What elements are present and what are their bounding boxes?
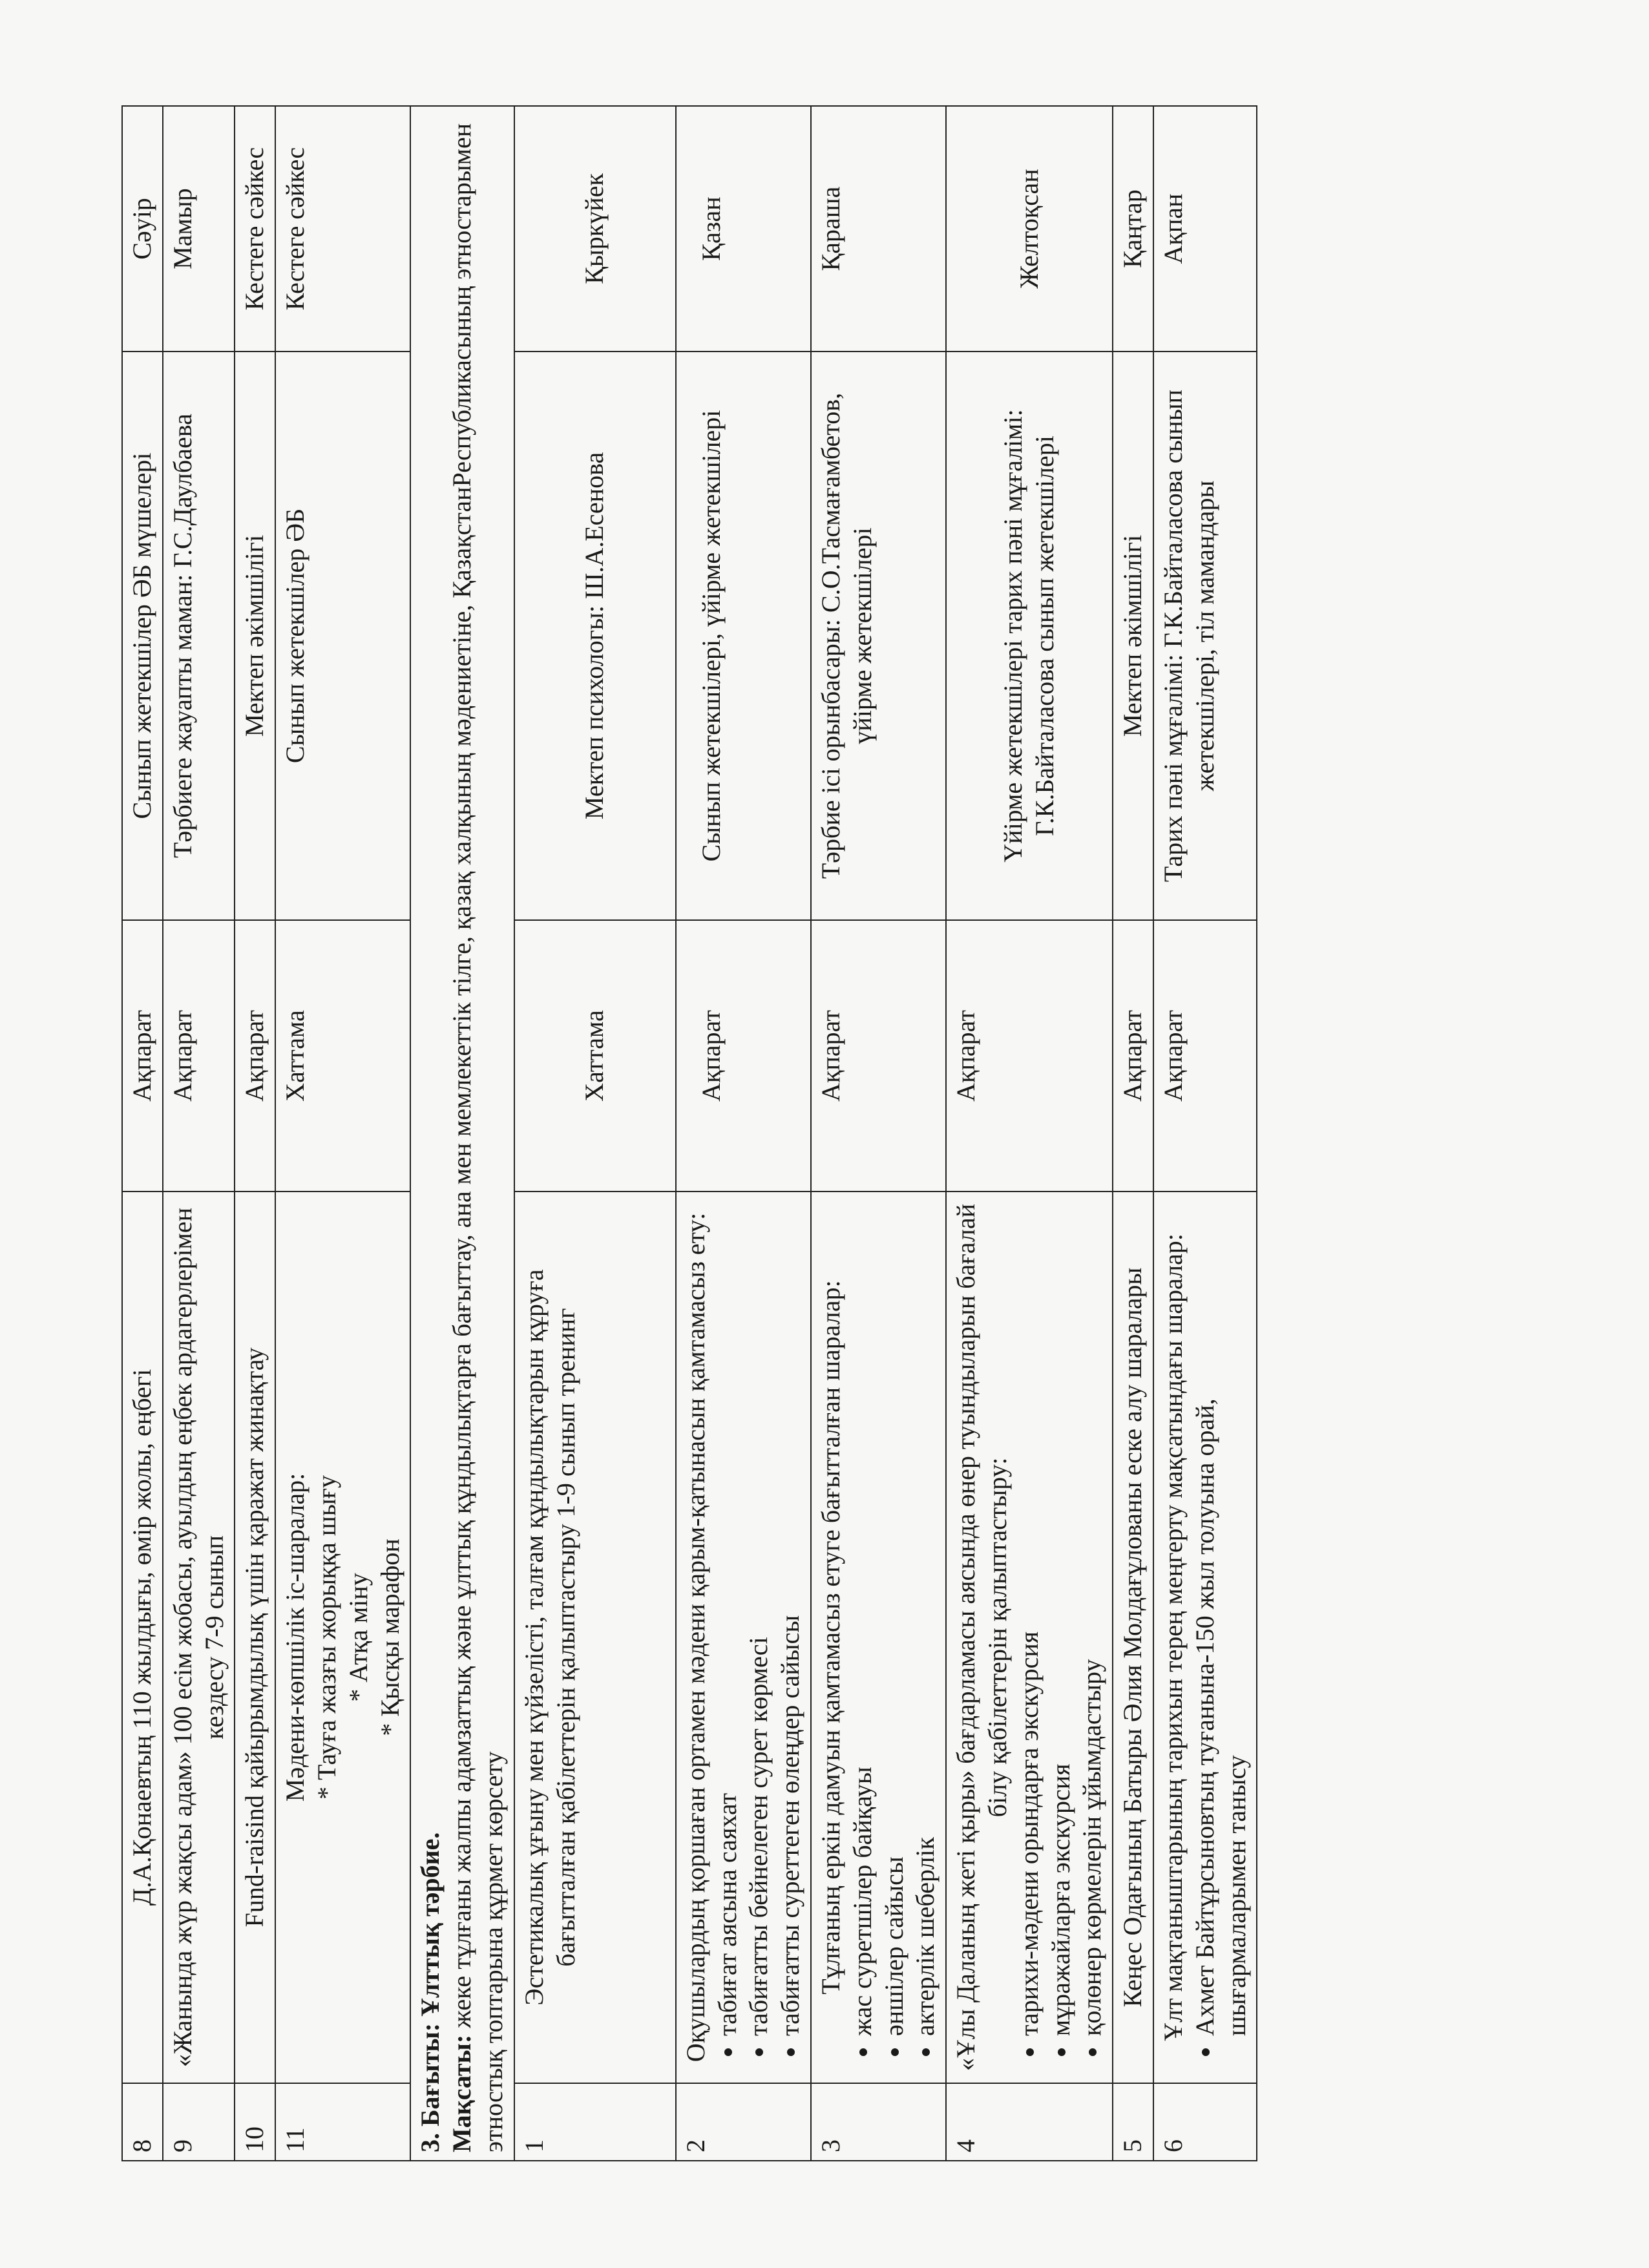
responsible-cell: Тарих пәні мұғалімі: Г.К.Байталасова сынып жетекшілері, тіл мамандары bbox=[1153, 352, 1257, 920]
event-title: Тұлғаның еркін дамуын қамтамасыз етуге бағытталған шаралар: bbox=[815, 1280, 845, 1995]
table-row bbox=[122, 106, 163, 2161]
list-item: • табиғатты бейнелеген сурет көрмесі bbox=[743, 1200, 775, 2036]
event-cell bbox=[946, 1192, 1113, 2083]
row-number: 6 bbox=[1153, 2083, 1257, 2161]
time-cell: Қараша bbox=[811, 106, 946, 352]
table-row bbox=[514, 106, 676, 2161]
event-cell: Эстетикалық ұғыну мен күйзелісті, талғам құндылықтарын құруға бағытталған қабілеттерін қалыптастыру 1-9 сынып тренинг bbox=[514, 1192, 676, 2083]
list-item: • мұражайларға экскурсия bbox=[1045, 1200, 1077, 2036]
row-number: 2 bbox=[676, 2083, 811, 2161]
form-cell: Ақпарат bbox=[235, 920, 275, 1192]
bullet-list bbox=[847, 1200, 941, 2075]
bullet-list bbox=[712, 1200, 806, 2075]
event-cell bbox=[275, 1192, 410, 2083]
table-row bbox=[235, 106, 275, 2161]
list-item: • қолөнер көрмелерін ұйымдастыру bbox=[1077, 1200, 1108, 2036]
row-number: 4 bbox=[946, 2083, 1113, 2161]
form-cell: Ақпарат bbox=[1153, 920, 1257, 1192]
section-row bbox=[410, 106, 514, 2161]
event-cell bbox=[676, 1192, 811, 2083]
time-cell: Қаңтар bbox=[1113, 106, 1153, 352]
responsible-cell: Мектеп әкімшілігі bbox=[235, 352, 275, 920]
list-item: • тарихи-мәдени орындарға экскурсия bbox=[1014, 1200, 1045, 2036]
event-cell: Fund-raisind қайырымдылық үшін қаражат жинақтау bbox=[235, 1192, 275, 2083]
form-cell: Ақпарат bbox=[676, 920, 811, 1192]
responsible-cell: Тәрбие ісі орынбасары: С.О.Тасмағамбетов, үйірме жетекшілері bbox=[811, 352, 946, 920]
goal-text: жеке тұлғаны жалпы адамзаттық және ұлттық құндылықтарға бағыттау, ана мен мемлекеттік тілге, қазақ халқының мәдениетіне, ҚазақстанРеспубликасының этностарымен этностық топтарына құрмет көрсету bbox=[447, 123, 508, 2152]
form-cell: Хаттама bbox=[514, 920, 676, 1192]
time-cell: Мамыр bbox=[163, 106, 235, 352]
table-row bbox=[1113, 106, 1153, 2161]
document-page bbox=[121, 107, 1491, 2161]
event-cell bbox=[1153, 1192, 1257, 2083]
list-item: • жас суретшілер байқауы bbox=[847, 1200, 879, 2036]
event-title: Оқушылардың қоршаған ортамен мәдени қарым-қатынасын қамтамасыз ету: bbox=[680, 1212, 710, 2063]
row-number: 5 bbox=[1113, 2083, 1153, 2161]
row-number: 8 bbox=[122, 2083, 163, 2161]
event-cell: «Жанында жүр жақсы адам» 100 есім жобасы, ауылдың еңбек ардагерлерімен кездесу 7-9 сынып bbox=[163, 1192, 235, 2083]
event-cell: Кеңес Одағының Батыры Әлия Молдағұлованы еске алу шаралары bbox=[1113, 1192, 1153, 2083]
form-cell: Ақпарат bbox=[163, 920, 235, 1192]
section-goal bbox=[446, 114, 510, 2152]
event-cell: Д.А.Қонаевтың 110 жылдығы, өмір жолы, еңбегі bbox=[122, 1192, 163, 2083]
time-cell: Қыркүйек bbox=[514, 106, 676, 352]
event-title: Ұлт мақтаныштарының тарихын терең меңгерту мақсатындағы шаралар: bbox=[1158, 1234, 1188, 2041]
time-cell: Сәуір bbox=[122, 106, 163, 352]
responsible-cell: Сынып жетекшілері, үйірме жетекшілері bbox=[676, 352, 811, 920]
form-cell: Ақпарат bbox=[1113, 920, 1153, 1192]
time-cell: Қазан bbox=[676, 106, 811, 352]
event-title: «Ұлы Даланың жеті қыры» бағдарламасы аясында өнер туындыларын бағалай білу қабілеттерін қалыптастыру: bbox=[951, 1203, 1012, 2072]
list-item: • әншілер сайысы bbox=[879, 1200, 910, 2036]
row-number: 1 bbox=[514, 2083, 676, 2161]
responsible-cell: Үйірме жетекшілері тарих пәні мұғалімі: Г.К.Байталасова сынып жетекшілері bbox=[946, 352, 1113, 920]
event-title: Мәдени-көпшілік іс-шаралар: bbox=[280, 1473, 310, 1802]
table-row bbox=[275, 106, 410, 2161]
form-cell: Ақпарат bbox=[946, 920, 1113, 1192]
list-item: • актерлік шеберлік bbox=[910, 1200, 941, 2036]
time-cell: Желтоқсан bbox=[946, 106, 1113, 352]
section-title: 3. Бағыты: Ұлттық тәрбие. bbox=[415, 1832, 445, 2152]
responsible-cell: Мектеп әкімшілігі bbox=[1113, 352, 1153, 920]
list-item: * Қысқы марафон bbox=[375, 1538, 404, 1736]
responsible-cell: Сынып жетекшілер ӘБ мүшелері bbox=[122, 352, 163, 920]
responsible-cell: Мектеп психологы: Ш.А.Есенова bbox=[514, 352, 676, 920]
list-item: • табиғат аясына саяхат bbox=[712, 1200, 744, 2036]
form-cell: Ақпарат bbox=[122, 920, 163, 1192]
table-row bbox=[811, 106, 946, 2161]
table-row bbox=[946, 106, 1113, 2161]
section-header bbox=[410, 106, 514, 2161]
bullet-list bbox=[1014, 1200, 1108, 2075]
time-cell: Кестеге сәйкес bbox=[235, 106, 275, 352]
table-row bbox=[163, 106, 235, 2161]
row-number: 10 bbox=[235, 2083, 275, 2161]
time-cell: Ақпан bbox=[1153, 106, 1257, 352]
form-cell: Хаттама bbox=[275, 920, 410, 1192]
plan-table bbox=[121, 105, 1257, 2161]
list-item: * Тауға жазғы жорыққа шығу bbox=[311, 1475, 341, 1800]
row-number: 11 bbox=[275, 2083, 410, 2161]
table-row bbox=[1153, 106, 1257, 2161]
list-item: * Атқа міну bbox=[343, 1573, 373, 1702]
goal-label: Мақсаты: bbox=[447, 2034, 477, 2152]
list-item: • табиғатты суреттеген өлеңдер сайысы bbox=[775, 1200, 806, 2036]
time-cell: Кестеге сәйкес bbox=[275, 106, 410, 352]
form-cell: Ақпарат bbox=[811, 920, 946, 1192]
row-number: 3 bbox=[811, 2083, 946, 2161]
row-number: 9 bbox=[163, 2083, 235, 2161]
list-item: • Ахмет Байтұрсыновтың туғанына-150 жыл толуына орай, шығармаларымен танысу bbox=[1190, 1200, 1253, 2036]
responsible-cell: Тәрбиеге жауапты маман: Г.С.Даулбаева bbox=[163, 352, 235, 920]
table-row bbox=[676, 106, 811, 2161]
event-cell bbox=[811, 1192, 946, 2083]
bullet-list bbox=[1190, 1200, 1253, 2075]
responsible-cell: Сынып жетекшілер ӘБ bbox=[275, 352, 410, 920]
